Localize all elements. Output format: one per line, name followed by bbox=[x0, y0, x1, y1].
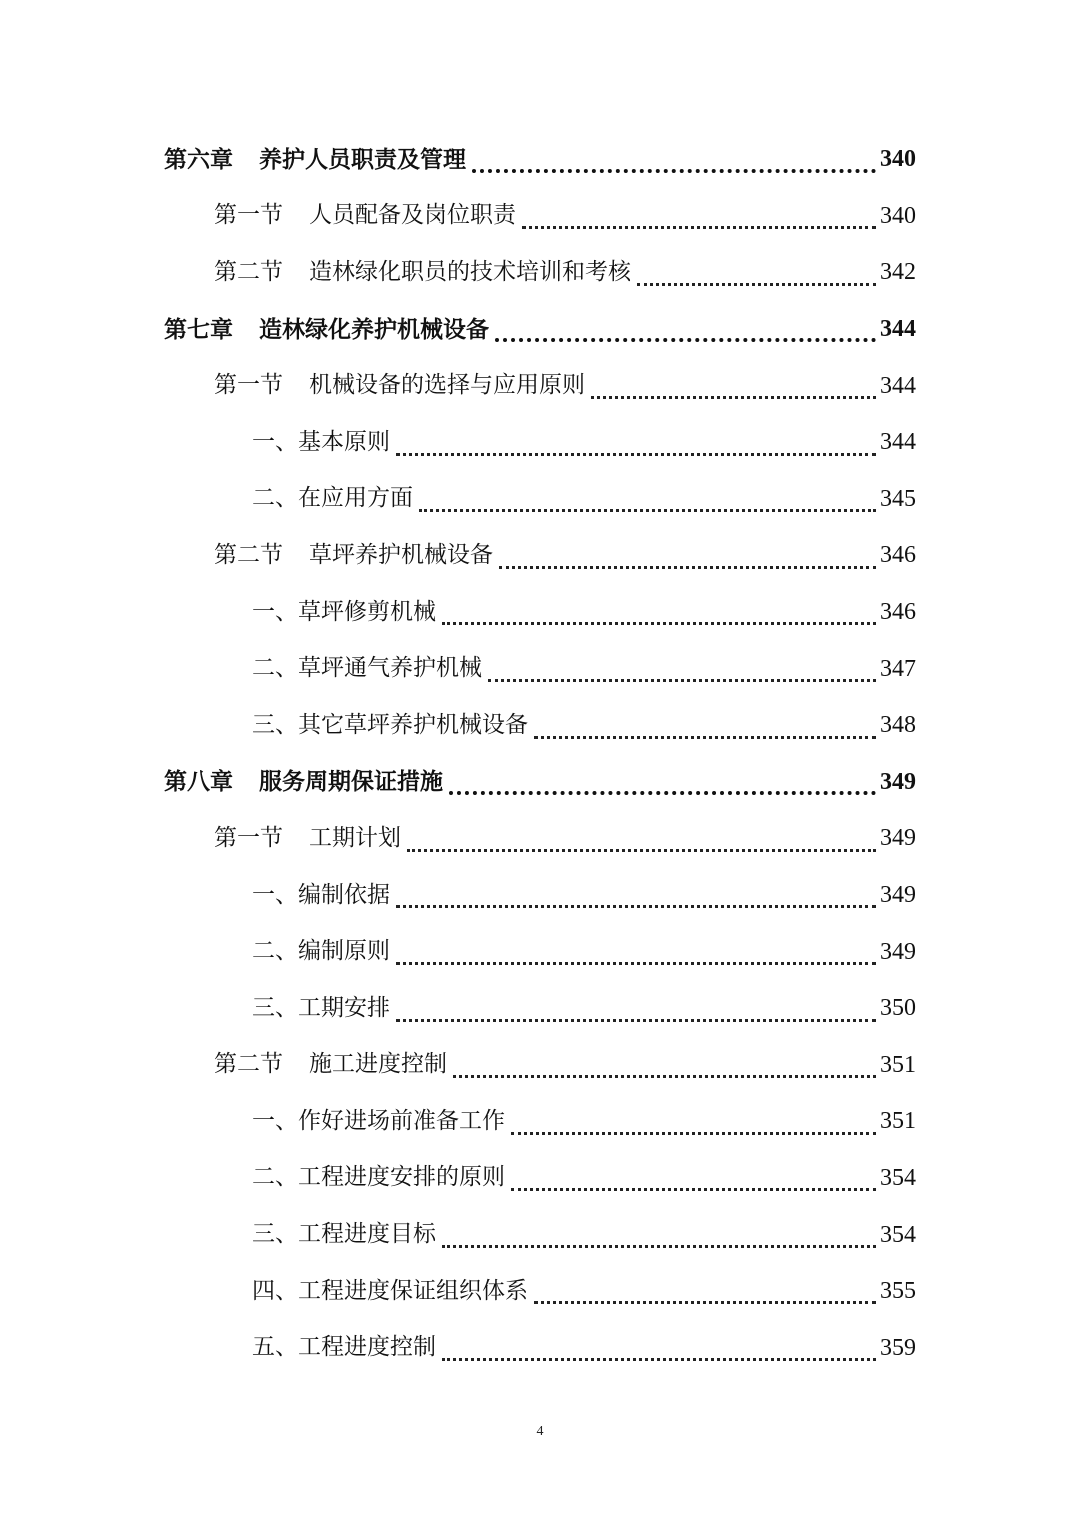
toc-dot-leader bbox=[522, 226, 876, 229]
toc-subsection-row[interactable] bbox=[0, 1319, 1080, 1376]
toc-entry-number: 五、 bbox=[252, 1334, 298, 1361]
toc-entry-title: 工期安排 bbox=[298, 994, 390, 1021]
toc-dot-leader bbox=[637, 283, 876, 286]
toc-entry-number: 一、 bbox=[252, 598, 298, 625]
toc-entry-title: 工程进度安排的原则 bbox=[298, 1164, 505, 1191]
toc-dot-leader bbox=[499, 566, 876, 569]
toc-entry-number: 第二节 bbox=[214, 541, 283, 568]
toc-chapter-row[interactable] bbox=[0, 301, 1080, 358]
toc-section-row[interactable] bbox=[0, 188, 1080, 245]
toc-subsection-row[interactable] bbox=[0, 414, 1080, 471]
toc-subsection-row[interactable] bbox=[0, 1150, 1080, 1207]
toc-entry-number: 二、 bbox=[252, 655, 298, 682]
toc-entry-title: 工程进度目标 bbox=[298, 1221, 436, 1248]
toc-entry-number: 二、 bbox=[252, 1164, 298, 1191]
toc-entry-title: 造林绿化职员的技术培训和考核 bbox=[309, 258, 631, 285]
toc-entry-page: 351 bbox=[880, 1108, 916, 1135]
toc-section-row[interactable] bbox=[0, 527, 1080, 584]
toc-dot-leader bbox=[511, 1132, 876, 1135]
toc-subsection-row[interactable] bbox=[0, 584, 1080, 641]
toc-dot-leader bbox=[442, 1245, 876, 1248]
toc-entry-page: 347 bbox=[880, 655, 916, 682]
toc-dot-leader bbox=[534, 1301, 876, 1304]
toc-dot-leader bbox=[511, 1188, 876, 1191]
toc-chapter-row[interactable] bbox=[0, 754, 1080, 811]
toc-entry-number: 一、 bbox=[252, 881, 298, 908]
toc-entry-number: 二、 bbox=[252, 938, 298, 965]
toc-entry-title: 工程进度控制 bbox=[298, 1334, 436, 1361]
toc-entry-number: 第一节 bbox=[214, 202, 283, 229]
toc-subsection-row[interactable] bbox=[0, 923, 1080, 980]
toc-subsection-row[interactable] bbox=[0, 1206, 1080, 1263]
toc-entry-title: 草坪养护机械设备 bbox=[309, 541, 493, 568]
toc-subsection-row[interactable] bbox=[0, 980, 1080, 1037]
toc-entry-title: 施工进度控制 bbox=[309, 1051, 447, 1078]
toc-entry-page: 349 bbox=[880, 825, 916, 852]
toc-entry-title: 养护人员职责及管理 bbox=[259, 145, 466, 173]
toc-entry-number: 三、 bbox=[252, 711, 298, 738]
toc-entry-title: 服务周期保证措施 bbox=[259, 768, 443, 796]
toc-entry-number: 三、 bbox=[252, 1221, 298, 1248]
toc-entry-page: 355 bbox=[880, 1278, 916, 1305]
toc-entry-page: 349 bbox=[880, 938, 916, 965]
toc-entry-page: 359 bbox=[880, 1334, 916, 1361]
toc-entry-number: 第七章 bbox=[164, 315, 233, 343]
toc-entry-page: 349 bbox=[880, 768, 916, 795]
toc-entry-title: 其它草坪养护机械设备 bbox=[298, 711, 528, 738]
toc-dot-leader bbox=[419, 509, 876, 512]
toc-section-row[interactable] bbox=[0, 244, 1080, 301]
toc-entry-number: 第八章 bbox=[164, 768, 233, 796]
toc-subsection-row[interactable] bbox=[0, 1263, 1080, 1320]
toc-dot-leader bbox=[472, 169, 876, 173]
toc-entry-page: 351 bbox=[880, 1051, 916, 1078]
toc-dot-leader bbox=[396, 905, 876, 908]
toc-entry-title: 机械设备的选择与应用原则 bbox=[309, 372, 585, 399]
toc-entry-page: 348 bbox=[880, 712, 916, 739]
toc-entry-page: 346 bbox=[880, 599, 916, 626]
toc-entry-title: 基本原则 bbox=[298, 428, 390, 455]
toc-dot-leader bbox=[396, 962, 876, 965]
toc-dot-leader bbox=[449, 791, 876, 795]
toc-dot-leader bbox=[495, 338, 876, 342]
toc-entry-number: 三、 bbox=[252, 994, 298, 1021]
toc-entry-title: 工程进度保证组织体系 bbox=[298, 1277, 528, 1304]
toc-entry-number: 第一节 bbox=[214, 372, 283, 399]
toc-entry-page: 344 bbox=[880, 316, 916, 343]
toc-subsection-row[interactable] bbox=[0, 697, 1080, 754]
toc-entry-page: 350 bbox=[880, 995, 916, 1022]
toc-entry-number: 一、 bbox=[252, 428, 298, 455]
toc-entry-title: 造林绿化养护机械设备 bbox=[259, 315, 489, 343]
toc-entry-page: 354 bbox=[880, 1164, 916, 1191]
toc-entry-number: 第二节 bbox=[214, 258, 283, 285]
table-of-contents bbox=[0, 131, 1080, 1376]
toc-entry-page: 354 bbox=[880, 1221, 916, 1248]
toc-subsection-row[interactable] bbox=[0, 867, 1080, 924]
toc-entry-page: 344 bbox=[880, 429, 916, 456]
toc-dot-leader bbox=[396, 453, 876, 456]
toc-subsection-row[interactable] bbox=[0, 1093, 1080, 1150]
toc-entry-page: 344 bbox=[880, 372, 916, 399]
toc-entry-title: 编制依据 bbox=[298, 881, 390, 908]
toc-entry-title: 编制原则 bbox=[298, 938, 390, 965]
toc-subsection-row[interactable] bbox=[0, 640, 1080, 697]
toc-section-row[interactable] bbox=[0, 810, 1080, 867]
toc-dot-leader bbox=[442, 1358, 876, 1361]
toc-dot-leader bbox=[453, 1075, 876, 1078]
toc-entry-number: 四、 bbox=[252, 1277, 298, 1304]
toc-entry-title: 人员配备及岗位职责 bbox=[309, 202, 516, 229]
toc-entry-number: 第二节 bbox=[214, 1051, 283, 1078]
toc-entry-title: 在应用方面 bbox=[298, 485, 413, 512]
toc-dot-leader bbox=[442, 622, 876, 625]
toc-entry-title: 工期计划 bbox=[309, 824, 401, 851]
toc-dot-leader bbox=[407, 849, 876, 852]
toc-entry-page: 345 bbox=[880, 485, 916, 512]
toc-entry-page: 349 bbox=[880, 882, 916, 909]
toc-section-row[interactable] bbox=[0, 357, 1080, 414]
toc-section-row[interactable] bbox=[0, 1037, 1080, 1094]
toc-entry-number: 二、 bbox=[252, 485, 298, 512]
toc-entry-page: 346 bbox=[880, 542, 916, 569]
toc-dot-leader bbox=[488, 679, 876, 682]
toc-entry-number: 一、 bbox=[252, 1107, 298, 1134]
toc-entry-number: 第六章 bbox=[164, 145, 233, 173]
toc-entry-title: 草坪通气养护机械 bbox=[298, 655, 482, 682]
toc-dot-leader bbox=[396, 1019, 876, 1022]
page-number: 4 bbox=[536, 1424, 544, 1439]
toc-dot-leader bbox=[591, 396, 876, 399]
toc-chapter-row[interactable] bbox=[0, 131, 1080, 188]
toc-entry-title: 作好进场前准备工作 bbox=[298, 1107, 505, 1134]
toc-subsection-row[interactable] bbox=[0, 471, 1080, 528]
toc-dot-leader bbox=[534, 736, 876, 739]
toc-entry-page: 342 bbox=[880, 259, 916, 286]
toc-entry-number: 第一节 bbox=[214, 824, 283, 851]
toc-entry-title: 草坪修剪机械 bbox=[298, 598, 436, 625]
toc-entry-page: 340 bbox=[880, 202, 916, 229]
toc-entry-page: 340 bbox=[880, 146, 916, 173]
